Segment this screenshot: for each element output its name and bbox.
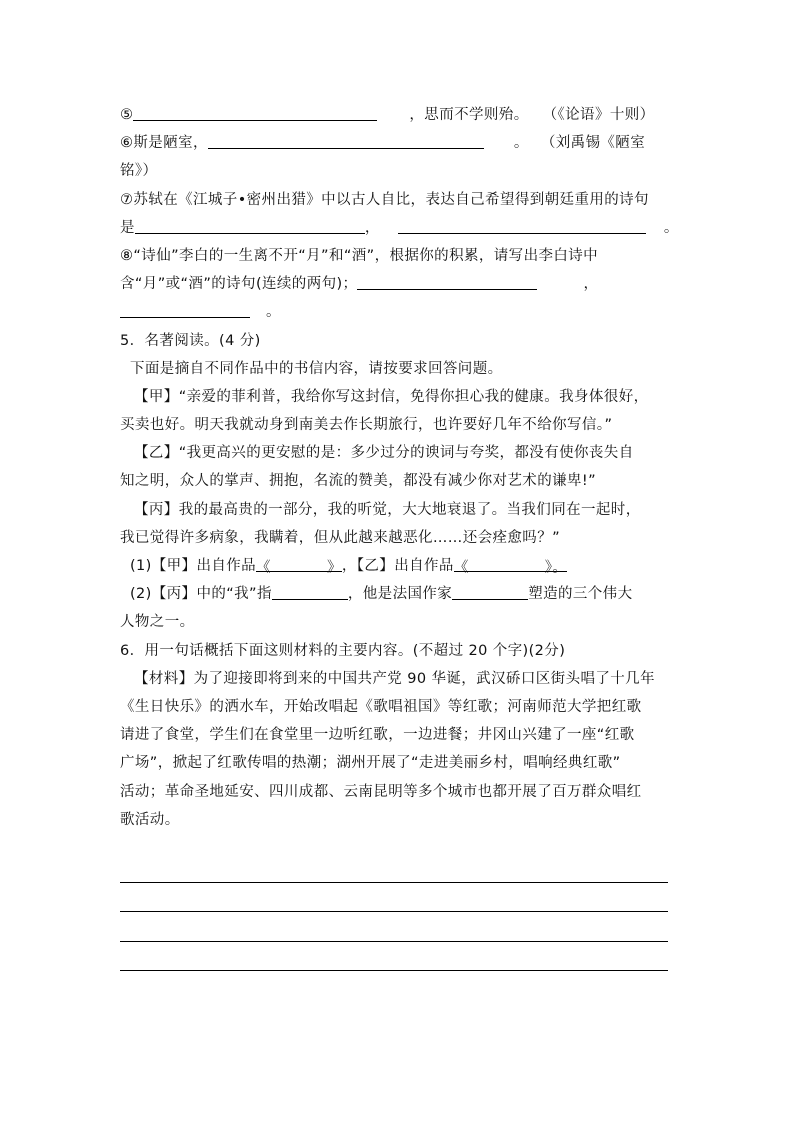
exam-page [120,101,680,971]
item-8-question-cont: 含“月”或“酒”的诗句(连续的两句)； [120,276,358,293]
material-line-6: 歌活动。 [120,811,180,828]
answer-blank[interactable] [452,582,528,600]
sub1-text: (1)【甲】出自作品 [130,558,257,574]
question-6-title: 6．用一句话概括下面这则材料的主要内容。(不超过 20 个字)(2分) [120,642,566,659]
item-8 [120,242,680,270]
item-7-lead: 是 [120,219,135,236]
item-5 [120,101,680,129]
item-7-question: ⑦苏轼在《江城子•密州出猎》中以古人自比，表达自己希望得到朝廷重用的诗句 [120,191,649,208]
material-line-2: 《生日快乐》的洒水车，开始改唱起《歌唱祖国》等红歌；河南师范大学把红歌 [120,698,642,715]
item-7-comma: ， [364,219,380,236]
item-5-number: ⑤ [120,107,134,123]
item-6-lead: ⑥斯是陋室， [120,135,208,152]
answer-blank[interactable] [208,131,484,149]
sub-question-2-cont: 人物之一。 [120,614,195,631]
letter-jia-line-2: 买卖也好。明天我就动身到南美去作长期旅行，也许要好几年不给你写信。” [120,417,613,434]
item-6-source-continued [120,157,680,185]
answer-line[interactable] [120,883,668,912]
item-6 [120,129,680,157]
item-7-answer-line [120,214,680,242]
sub2-text: (2)【丙】中的“我”指 [130,586,272,603]
item-8-period: 。 [266,304,281,321]
sub2-end: 塑造的三个伟大 [528,586,633,603]
answer-area [120,854,680,971]
sub-question-2 [120,580,680,608]
book-mark-open: 《 [453,560,469,576]
question-5-title: 5．名著阅读。(4 分) [120,332,261,349]
item-8-question: ⑧“诗仙”李白的一生离不开“月”和“酒”，根据你的积累，请写出李白诗中 [120,247,599,264]
answer-blank[interactable] [398,216,646,234]
letter-jia-line-1: 【甲】“亲爱的菲利普，我给你写这封信，免得你担心我的健康。我身体很好， [134,388,649,405]
answer-line[interactable] [120,854,668,883]
letter-bing-line-2: 我已觉得许多病象，我瞒着，但从此越来越恶化……还会痊愈吗？” [120,529,561,546]
answer-line[interactable] [120,912,668,941]
item-8-line-3 [120,298,680,326]
item-5-source: （《论语》十则） [542,107,655,123]
answer-blank[interactable] [135,216,365,234]
letter-yi-line-2: 知之明，众人的掌声、拥抱，名流的赞美，都没有减少你对艺术的谦卑!” [120,473,597,490]
answer-blank[interactable] [357,272,537,290]
letter-bing-line-1: 【丙】我的最高贵的一部分，我的听觉，大大地衰退了。当我们同在一起时， [134,501,641,518]
question-5-intro: 下面是摘自不同作品中的书信内容，请按要求回答问题。 [130,360,503,377]
work-title-blank-yi[interactable] [453,554,568,576]
item-6-period: 。 [513,135,529,152]
item-8-comma: ， [583,276,599,293]
answer-blank[interactable] [272,582,348,600]
sub2-mid: ，他是法国作家 [347,586,453,603]
item-8-line-2 [120,270,680,298]
book-mark-open: 《 [256,560,271,576]
material-line-1: 【材料】为了迎接即将到来的中国共产党 90 华诞，武汉硚口区街头唱了十几年 [134,670,655,687]
sub-question-1 [120,552,680,580]
material-line-3: 请进了食堂，学生们在食堂里一边听红歌，一边进餐；井冈山兴建了一座“红歌 [120,727,635,744]
work-title-blank-jia[interactable] [256,554,342,576]
sub1-period: 。 [552,560,568,576]
item-6-source: （刘禹锡《陋室 [540,135,646,152]
book-mark-close: 》 [544,560,553,576]
book-mark-close: 》 [326,560,342,576]
letter-yi-line-1: 【乙】“我更高兴的更安慰的是：多少过分的谀词与夸奖，都没有使你丧失自 [134,445,634,462]
material-line-4: 广场”，掀起了红歌传唱的热潮；湖州开展了“走进美丽乡村，唱响经典红歌” [120,755,621,772]
material-line-5: 活动；革命圣地延安、四川成都、云南昆明等多个城市也都开展了百万群众唱红 [120,783,642,800]
answer-blank[interactable] [120,300,250,318]
answer-line[interactable] [120,942,668,971]
item-5-text: ，思而不学则殆。 [409,107,529,123]
item-6-source-end: 铭》） [120,163,158,180]
item-7-period: 。 [663,219,679,236]
answer-blank[interactable] [133,103,377,121]
sub1-mid: ，【乙】出自作品 [341,558,454,574]
item-7 [120,186,680,214]
